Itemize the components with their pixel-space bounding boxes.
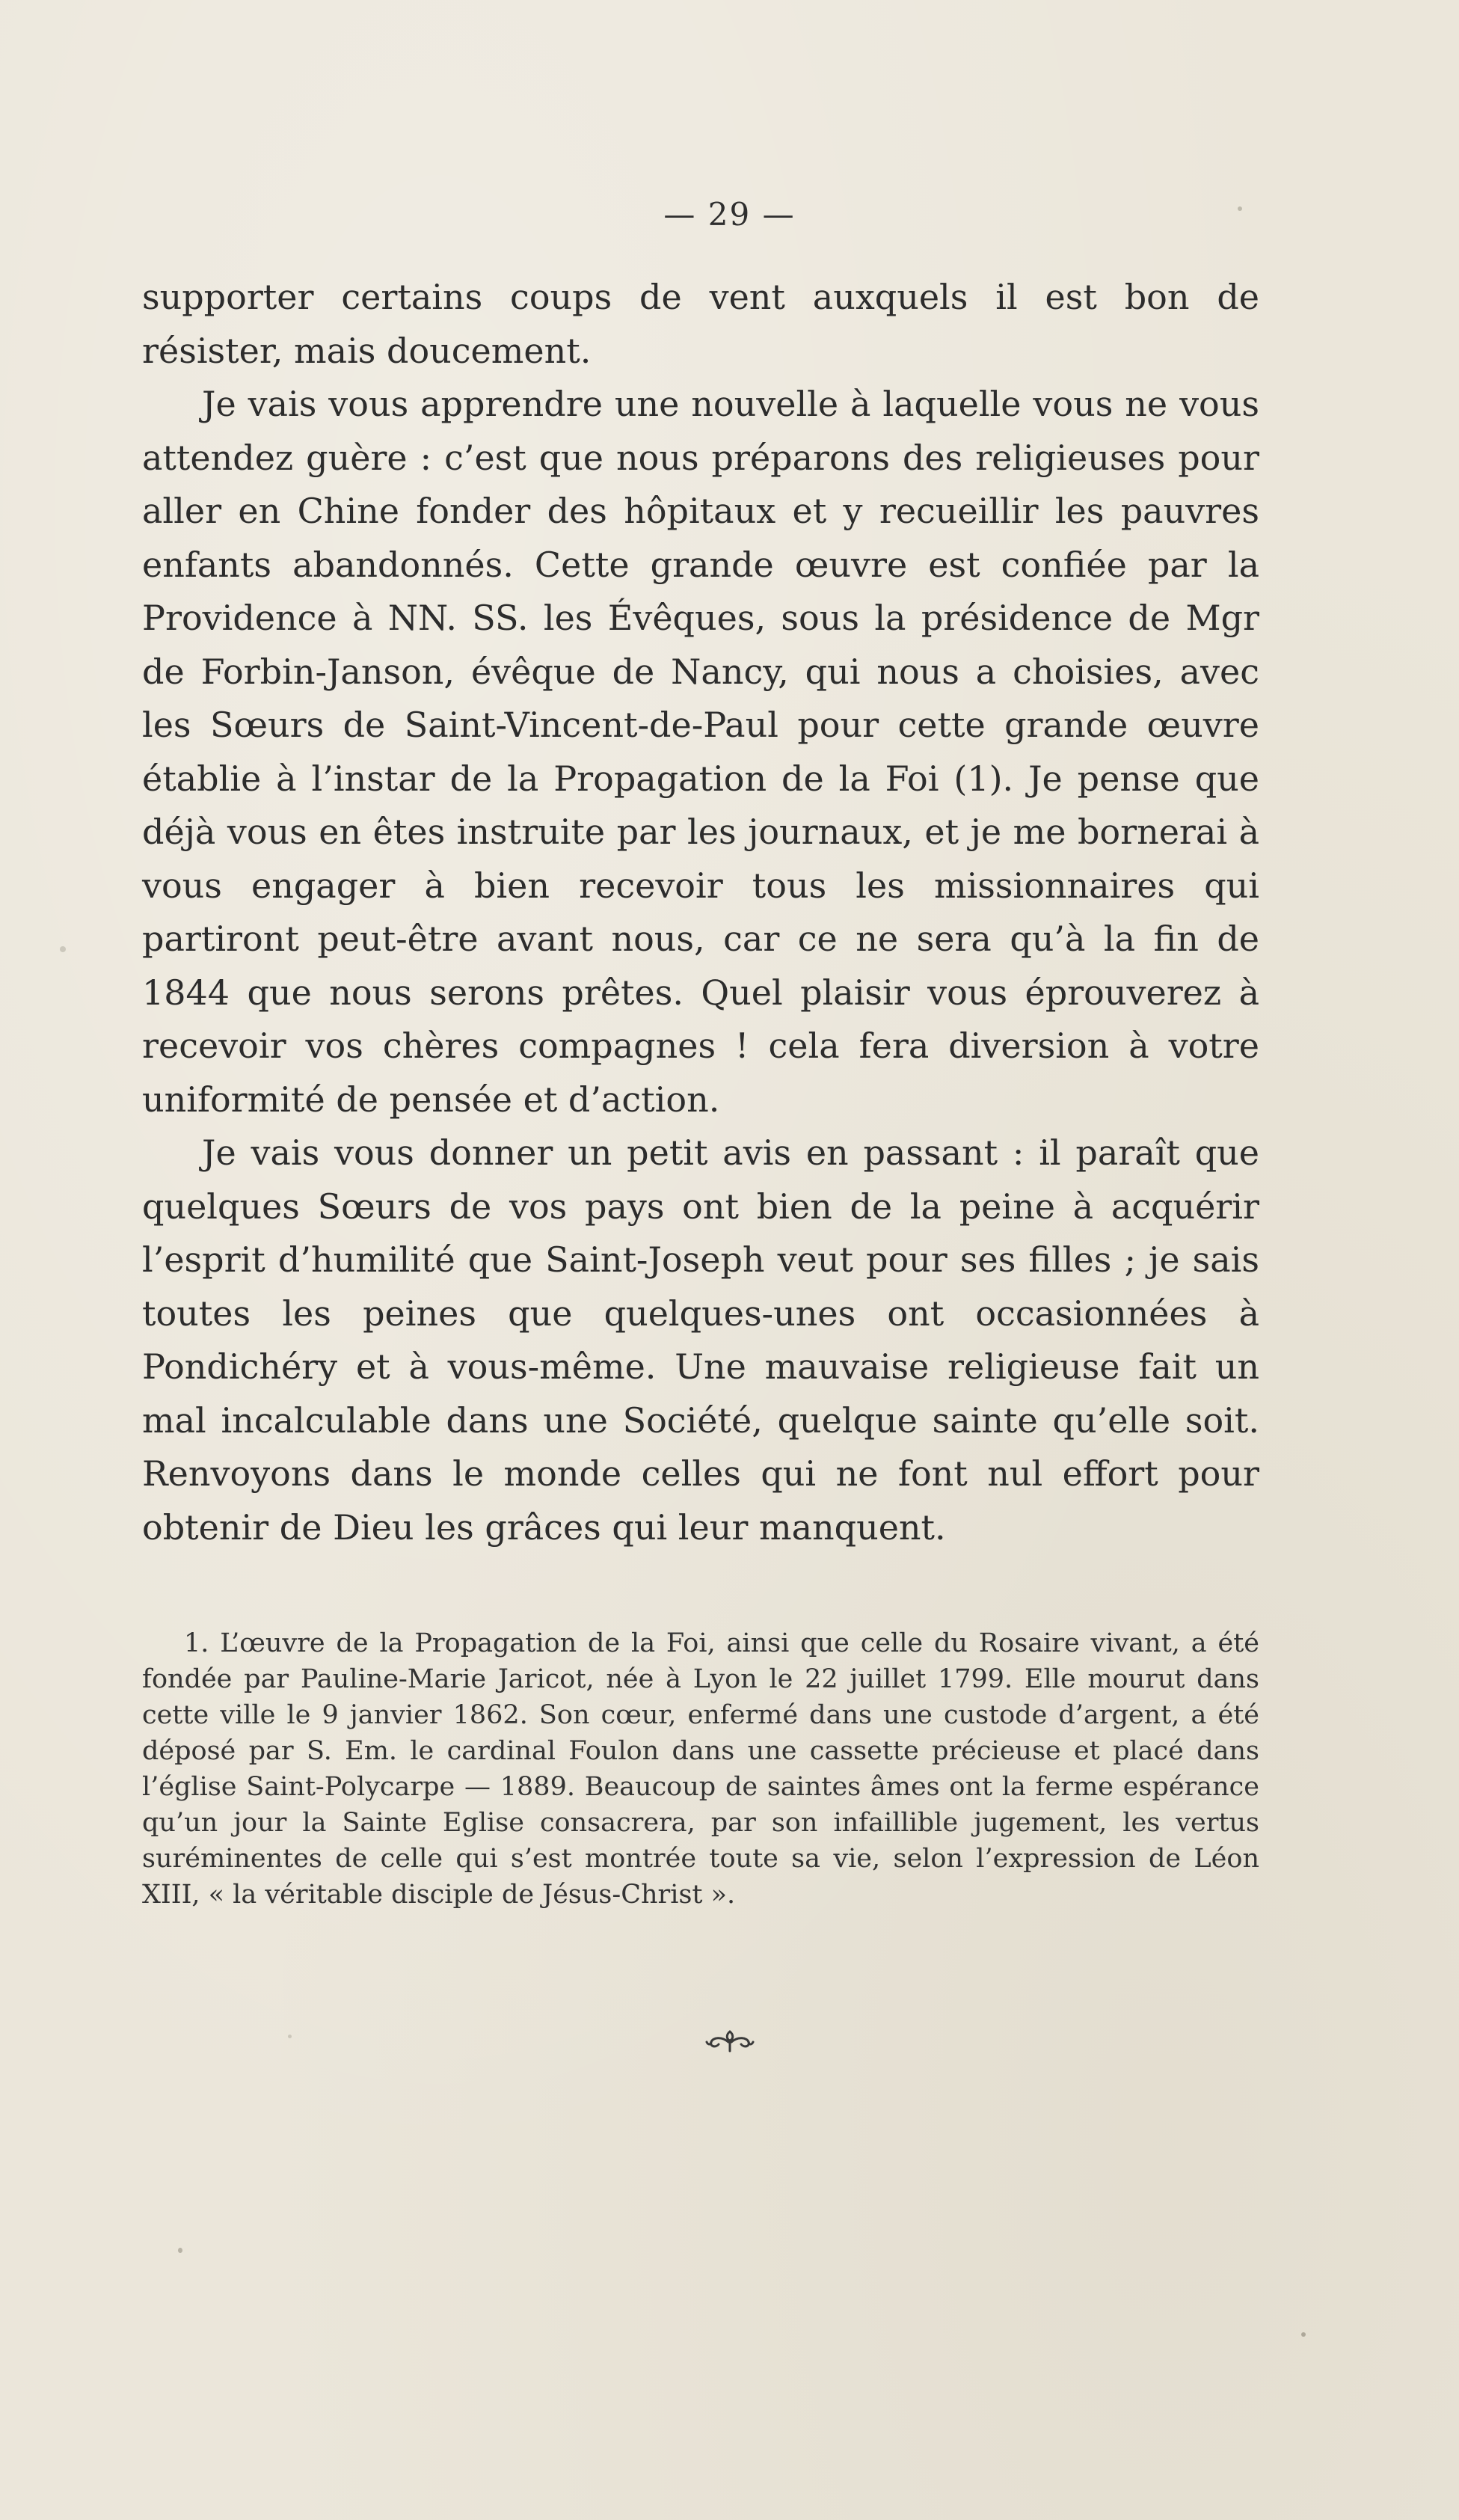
fleuron-icon [704, 2027, 756, 2054]
fleuron-ornament [0, 2027, 1459, 2058]
paragraph-1: supporter certains coups de vent auxquels il est bon de résister, mais doucement. [142, 277, 1259, 371]
body-text [142, 271, 1259, 1554]
paragraph-2: Je vais vous apprendre une nouvelle à laquelle vous ne vous attendez guère : c’est que nous préparons des religieuses pour aller en Chine fonder des hôpitaux et y recueillir les pauvres enfants abandonnés. Cette grande œuvre est confiée par la Providence à NN. SS. les Évêques, sous la présidence de Mgr de Forbin-Janson, évêque de Nancy, qui nous a choisies, avec les Sœurs de Saint-Vincent-de-Paul pour cette grande œuvre établie à l’instar de la Propagation de la Foi (1). Je pense que déjà vous en êtes instruite par les journaux, et je me bornerai à vous engager à bien recevoir tous les missionnaires qui partiront peut-être avant nous, car ce ne sera qu’à la fin de 1844 que nous serons prêtes. Quel plaisir vous éprouverez à recevoir vos chères compagnes ! cela fera diversion à votre uniformité de pensée et d’action. [142, 384, 1259, 1120]
paper-speck [1238, 206, 1242, 211]
page-number: — 29 — [663, 196, 796, 233]
paper-speck [1301, 2332, 1306, 2337]
paper-speck [178, 2248, 182, 2253]
paper-speck [288, 2035, 292, 2038]
paragraph-3: Je vais vous donner un petit avis en passant : il paraît que quelques Sœurs de vos pays ont bien de la peine à acquérir l’esprit d’humilité que Saint-Joseph veut pour ses filles ; je sais toutes les peines que quelques-unes ont occasionnées à Pondichéry et à vous-même. Une mauvaise religieuse fait un mal incalculable dans une Société, quelque sainte qu’elle soit. Renvoyons dans le monde celles qui ne font nul effort pour obtenir de Dieu les grâces qui leur manquent. [142, 1132, 1259, 1548]
paper-speck [60, 946, 66, 952]
footnote: 1. L’œuvre de la Propagation de la Foi, ainsi que celle du Rosaire vivant, a été fondée par Pauline-Marie Jaricot, née à Lyon le 22 juillet 1799. Elle mourut dans cette ville le 9 janvier 1862. Son cœur, enfermé dans une custode d’argent, a été déposé par S. Em. le cardinal Foulon dans une cassette précieuse et placé dans l’église Saint-Polycarpe — 1889. Beaucoup de saintes âmes ont la ferme espérance qu’un jour la Sainte Eglise consacrera, par son infaillible jugement, les vertus suréminentes de celle qui s’est montrée toute sa vie, selon l’expression de Léon XIII, « la véritable disciple de Jésus-Christ ». [142, 1628, 1259, 1910]
